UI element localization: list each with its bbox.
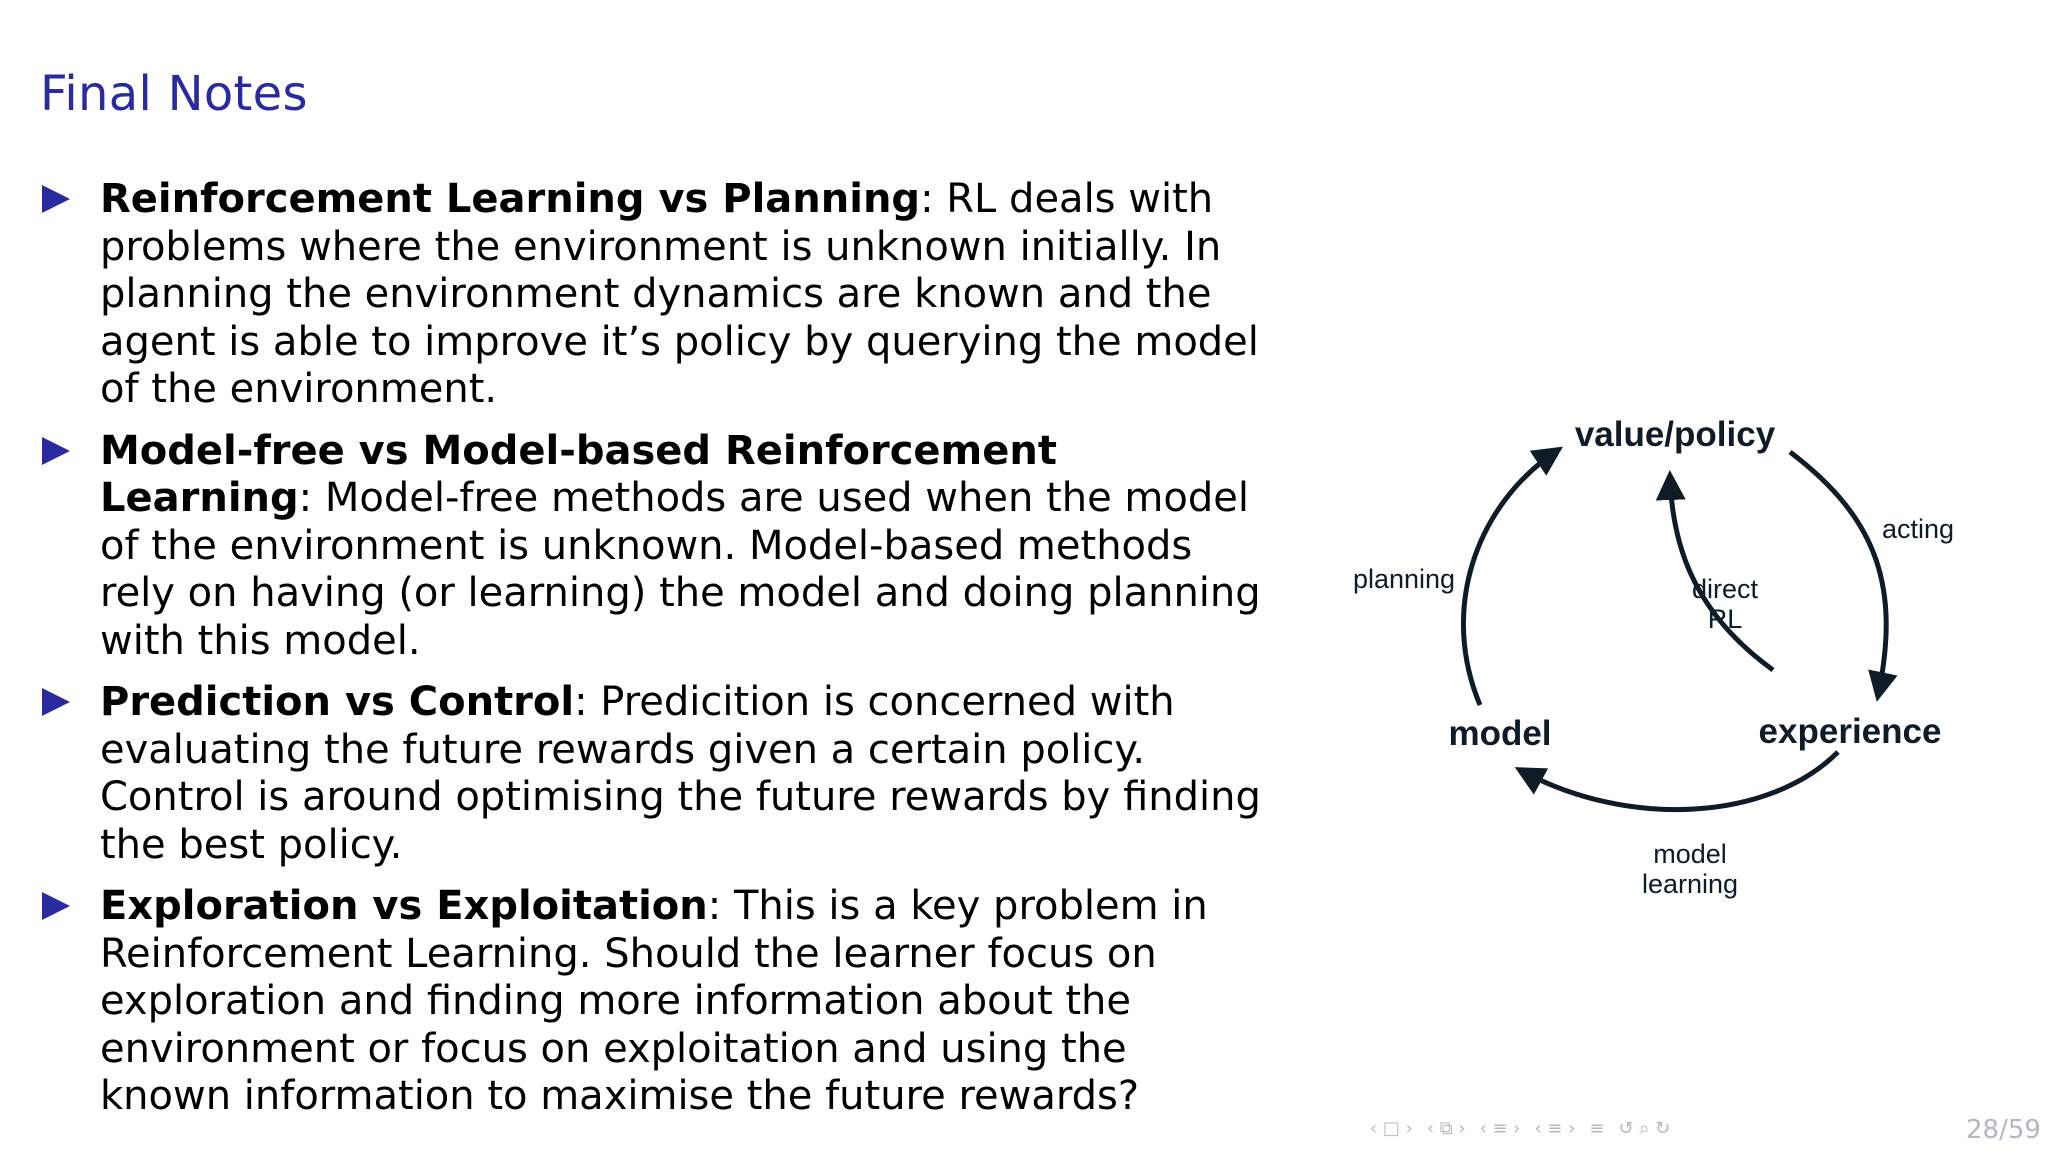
section-nav-icon[interactable]: ‹ ≡ › [1479, 1117, 1521, 1139]
bullet-text: This is a key problem in Reinforcement Learning. Should the learner focus on exploration and finding more information about the environment or focus on exploitation and using the known information to maximise the future rewards? [100, 883, 1208, 1119]
bullet-text: RL deals with problems where the environment is unknown initially. In planning the environment dynamics are known and the agent is able to improve it’s policy by querying the model of the environment. [100, 176, 1259, 412]
slide-title: Final Notes [40, 66, 308, 122]
bullet-term: Exploration vs Exploitation [100, 883, 708, 929]
edge-label-planning: planning [1352, 564, 1456, 594]
edge-label-acting: acting [1881, 514, 1955, 544]
bullet-triangle-icon [42, 688, 70, 716]
search-back-forward-icon[interactable]: ↺ ⌕ ↻ [1618, 1117, 1671, 1139]
edge-label-model: model [1653, 839, 1727, 869]
bullet-text: Predicition is concerned with evaluating the future rewards given a certain policy. Control is around optimising the future rewards by finding the best policy. [100, 679, 1261, 868]
bullet-separator: : [574, 679, 588, 725]
node-value-policy: value/policy [1574, 415, 1776, 454]
rl-cycle-diagram [1300, 380, 2000, 920]
node-experience: experience [1758, 712, 1942, 751]
model-learning-arrow [1520, 752, 1838, 810]
bullet-term: Prediction vs Control [100, 679, 575, 725]
bullet-text: Model-free methods are used when the model of the environment is unknown. Model-based methods rely on having (or learning) the model and doing planning with this model. [100, 475, 1261, 664]
subsubsection-nav-icon[interactable]: ‹ ≡ › [1534, 1117, 1576, 1139]
bullet-triangle-icon [42, 892, 70, 920]
edge-label-rl: RL [1707, 604, 1743, 634]
page-number: 28/59 [1966, 1115, 2041, 1145]
outline-nav-icon[interactable]: ≡ [1589, 1117, 1605, 1139]
bullet-triangle-icon [42, 185, 70, 213]
beamer-navigation [1370, 1110, 1684, 1146]
bullet-separator: : [707, 883, 722, 929]
bullet-item [40, 428, 1270, 666]
frame-nav-icon[interactable]: ‹ □ › [1370, 1117, 1413, 1139]
edge-label-direct: direct [1691, 574, 1759, 604]
bullet-separator: : [920, 176, 934, 222]
planning-arrow [1463, 450, 1558, 705]
bullet-item [40, 679, 1270, 869]
direct-rl-arrow [1670, 476, 1773, 670]
bullet-item [40, 883, 1270, 1121]
node-model: model [1448, 714, 1552, 753]
acting-arrow [1790, 452, 1886, 696]
bullet-item [40, 176, 1270, 414]
edge-label-learning: learning [1641, 869, 1739, 899]
bullet-triangle-icon [42, 437, 70, 465]
bullet-term: Reinforcement Learning vs Planning [100, 176, 921, 222]
bullet-list [40, 176, 1270, 1135]
bullet-separator: : [298, 475, 313, 521]
subsection-nav-icon[interactable]: ‹ ⧉ › [1426, 1117, 1466, 1139]
bullet-term: Model-free vs Model-based Reinforcement Learning [100, 427, 1057, 521]
